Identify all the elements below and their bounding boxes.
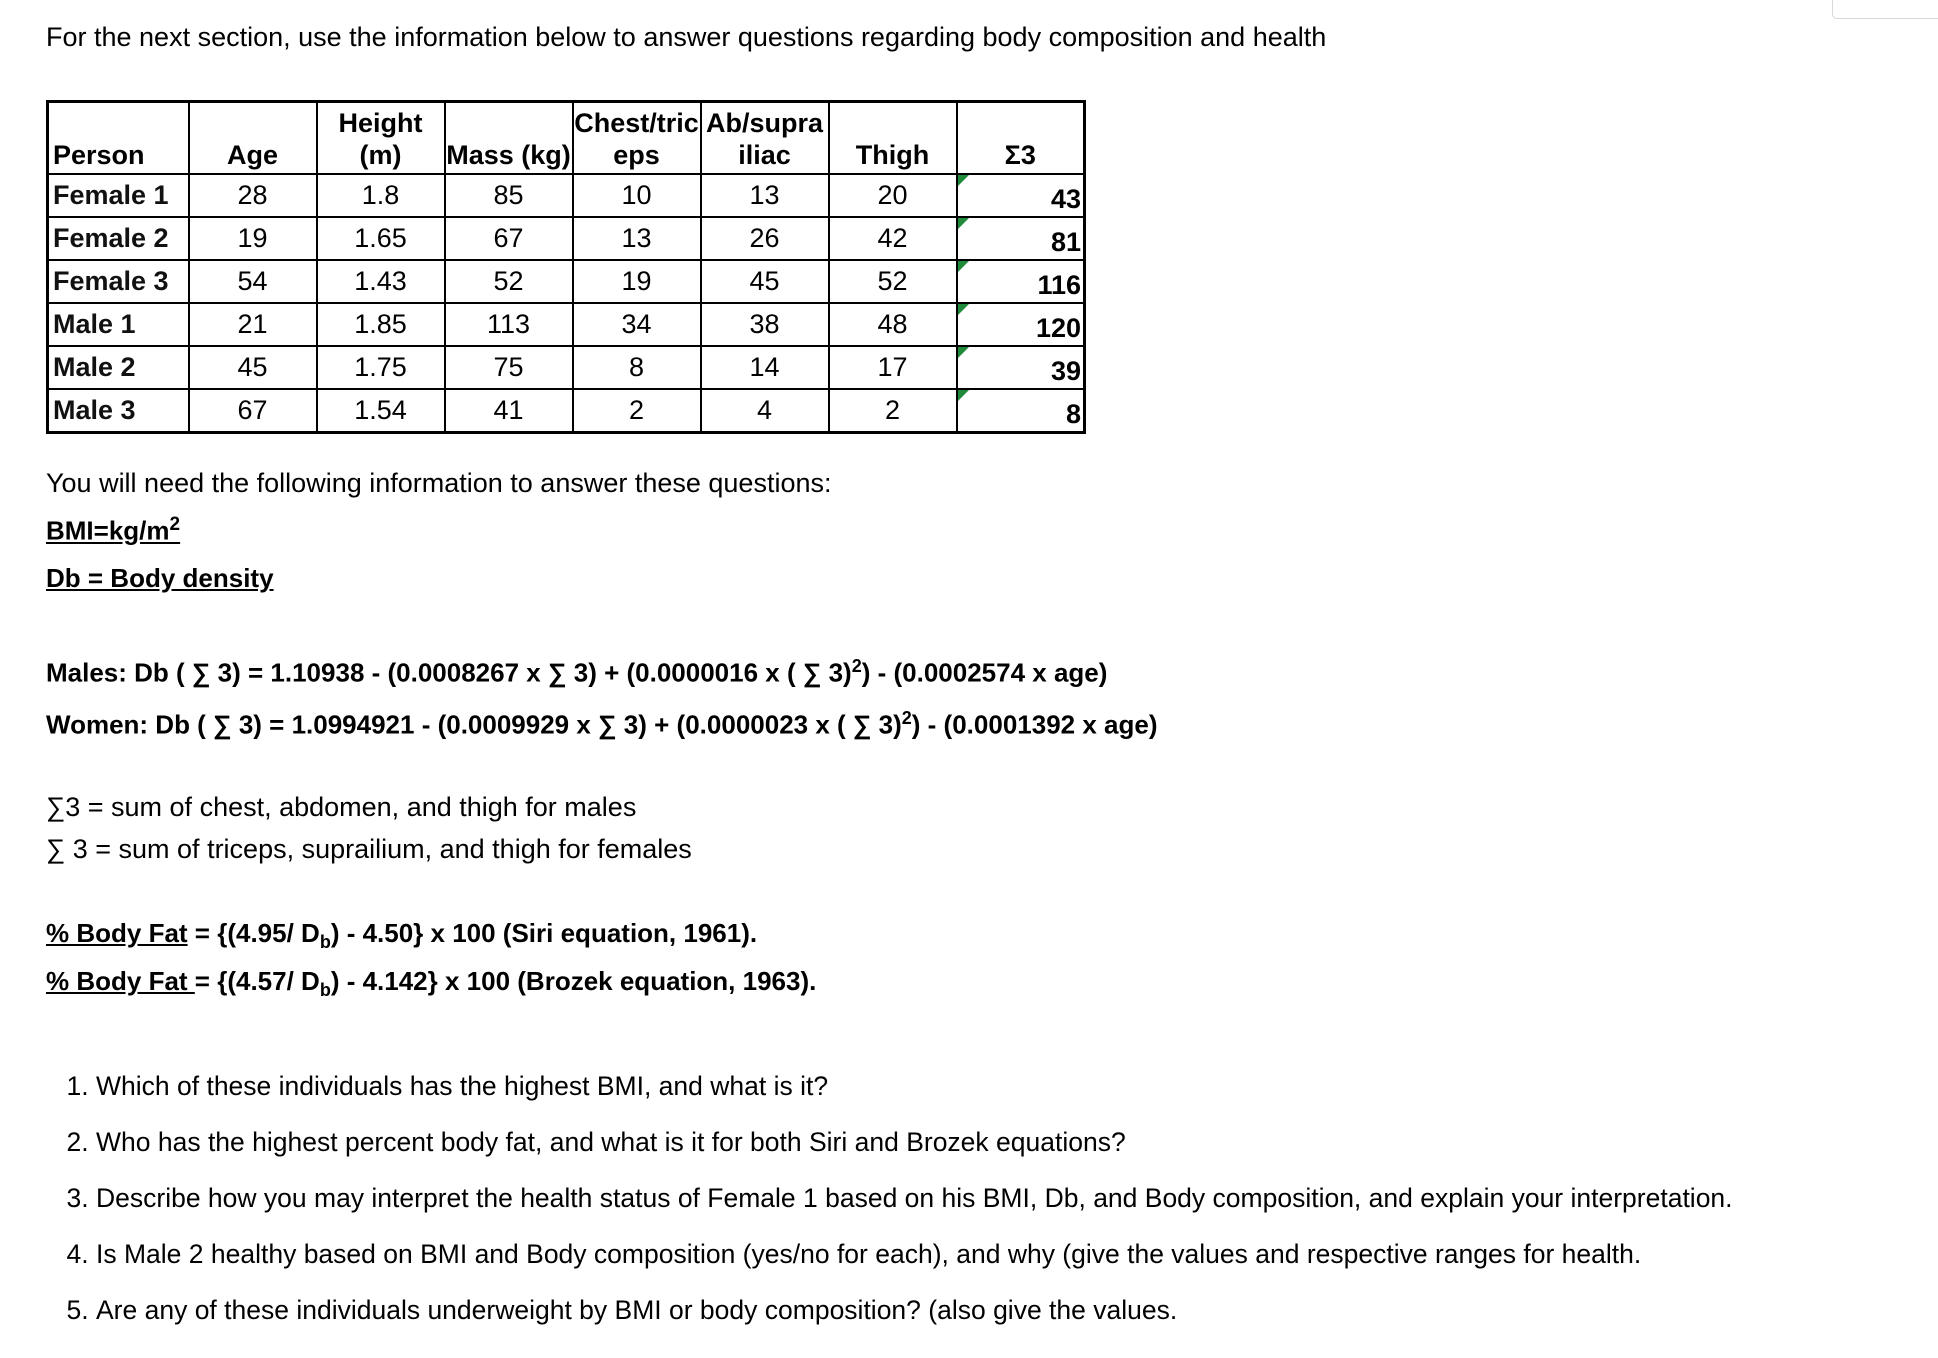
males-equation: Males: Db ( ∑ 3) = 1.10938 - (0.0008267 x ∑ 3) + (0.0000016 x ( ∑ 3)$^2$) - (0.0002574 x age) — [46, 656, 1108, 688]
cell-mass: 52 — [445, 260, 573, 303]
cell-mass: 113 — [445, 303, 573, 346]
formula-marker-icon — [958, 304, 969, 315]
cell-sum3: 81 — [957, 217, 1085, 260]
women-equation: Women: Db ( ∑ 3) = 1.0994921 - (0.0009929 x ∑ 3) + (0.0000023 x ( ∑ 3)$^2$) - (0.0001392 x age) — [46, 708, 1158, 740]
info-heading: You will need the following information to answer these questions: — [46, 468, 832, 498]
cell-age: 67 — [189, 389, 317, 433]
header-sum3: Σ3 — [957, 102, 1085, 175]
cell-chest: 13 — [573, 217, 701, 260]
questions-list — [46, 1066, 1938, 1346]
cell-thigh: 17 — [829, 346, 957, 389]
cell-chest: 10 — [573, 174, 701, 217]
cell-sum3: 120 — [957, 303, 1085, 346]
cell-person: Male 1 — [48, 303, 189, 346]
question-item: 1. Which of these individuals has the highest BMI, and what is it? — [96, 1066, 1938, 1122]
cell-sum3: 116 — [957, 260, 1085, 303]
cell-person: Female 1 — [48, 174, 189, 217]
cell-height: 1.65 — [317, 217, 445, 260]
table-header-row — [48, 102, 1085, 175]
header-chest-triceps: Chest/tric eps — [573, 102, 701, 175]
cell-chest: 19 — [573, 260, 701, 303]
question-item: 2. Who has the highest percent body fat, and what is it for both Siri and Brozek equations? — [96, 1122, 1938, 1178]
cell-ab: 38 — [701, 303, 829, 346]
formula-marker-icon — [958, 175, 969, 186]
cell-age: 28 — [189, 174, 317, 217]
header-age: Age — [189, 102, 317, 175]
cell-height: 1.75 — [317, 346, 445, 389]
header-mass: Mass (kg) — [445, 102, 573, 175]
cell-ab: 13 — [701, 174, 829, 217]
cell-ab: 4 — [701, 389, 829, 433]
cell-height: 1.43 — [317, 260, 445, 303]
cell-sum3: 39 — [957, 346, 1085, 389]
cell-ab: 14 — [701, 346, 829, 389]
bmi-definition: $BMI=kg/m^2$ — [46, 514, 181, 546]
cell-thigh: 52 — [829, 260, 957, 303]
cell-thigh: 20 — [829, 174, 957, 217]
sum-note-females: ∑ 3 = sum of triceps, suprailium, and thigh for females — [46, 834, 692, 864]
header-thigh: Thigh — [829, 102, 957, 175]
table-row — [48, 346, 1085, 389]
header-ab-suprailiac: Ab/supra iliac — [701, 102, 829, 175]
cell-chest: 34 — [573, 303, 701, 346]
cell-person: Female 3 — [48, 260, 189, 303]
cell-height: 1.85 — [317, 303, 445, 346]
table-row — [48, 174, 1085, 217]
formula-marker-icon — [958, 218, 969, 229]
formula-marker-icon — [958, 261, 969, 272]
cell-chest: 8 — [573, 346, 701, 389]
cell-sum3: 43 — [957, 174, 1085, 217]
cell-person: Male 2 — [48, 346, 189, 389]
table-row — [48, 217, 1085, 260]
header-person: Person — [48, 102, 189, 175]
cell-sum3: 8 — [957, 389, 1085, 433]
cell-person: Female 2 — [48, 217, 189, 260]
cell-thigh: 2 — [829, 389, 957, 433]
cell-age: 54 — [189, 260, 317, 303]
body-composition-table — [46, 100, 1086, 434]
intro-text: For the next section, use the information below to answer questions regarding body composition and health — [46, 22, 1327, 52]
top-right-control[interactable] — [1832, 0, 1938, 19]
sum-note-males: ∑3 = sum of chest, abdomen, and thigh for males — [46, 792, 637, 822]
cell-mass: 67 — [445, 217, 573, 260]
cell-thigh: 42 — [829, 217, 957, 260]
header-height: Height (m) — [317, 102, 445, 175]
table-row — [48, 389, 1085, 433]
question-item: 5. Are any of these individuals underweight by BMI or body composition? (also give the values. — [96, 1290, 1938, 1346]
cell-mass: 85 — [445, 174, 573, 217]
db-definition: Db = Body density — [46, 563, 274, 593]
table-row — [48, 260, 1085, 303]
question-item: 4. Is Male 2 healthy based on BMI and Body composition (yes/no for each), and why (give the values and respective ranges for health. — [96, 1234, 1938, 1290]
cell-person: Male 3 — [48, 389, 189, 433]
cell-age: 45 — [189, 346, 317, 389]
cell-age: 21 — [189, 303, 317, 346]
question-item: 3. Describe how you may interpret the health status of Female 1 based on his BMI, Db, and Body composition, and explain your interpretation. — [96, 1178, 1938, 1234]
cell-height: 1.54 — [317, 389, 445, 433]
cell-mass: 41 — [445, 389, 573, 433]
cell-age: 19 — [189, 217, 317, 260]
cell-height: 1.8 — [317, 174, 445, 217]
cell-chest: 2 — [573, 389, 701, 433]
formula-marker-icon — [958, 390, 969, 401]
brozek-equation: % Body Fat = {(4.57/ $D_b) - 4.142$} x 100 (Brozek equation, 1963). — [46, 966, 817, 1001]
cell-mass: 75 — [445, 346, 573, 389]
cell-ab: 26 — [701, 217, 829, 260]
cell-ab: 45 — [701, 260, 829, 303]
cell-thigh: 48 — [829, 303, 957, 346]
formula-marker-icon — [958, 347, 969, 358]
siri-equation: % Body Fat = {(4.95/ $D_b) - 4.50$} x 100 (Siri equation, 1961). — [46, 918, 758, 953]
table-row — [48, 303, 1085, 346]
